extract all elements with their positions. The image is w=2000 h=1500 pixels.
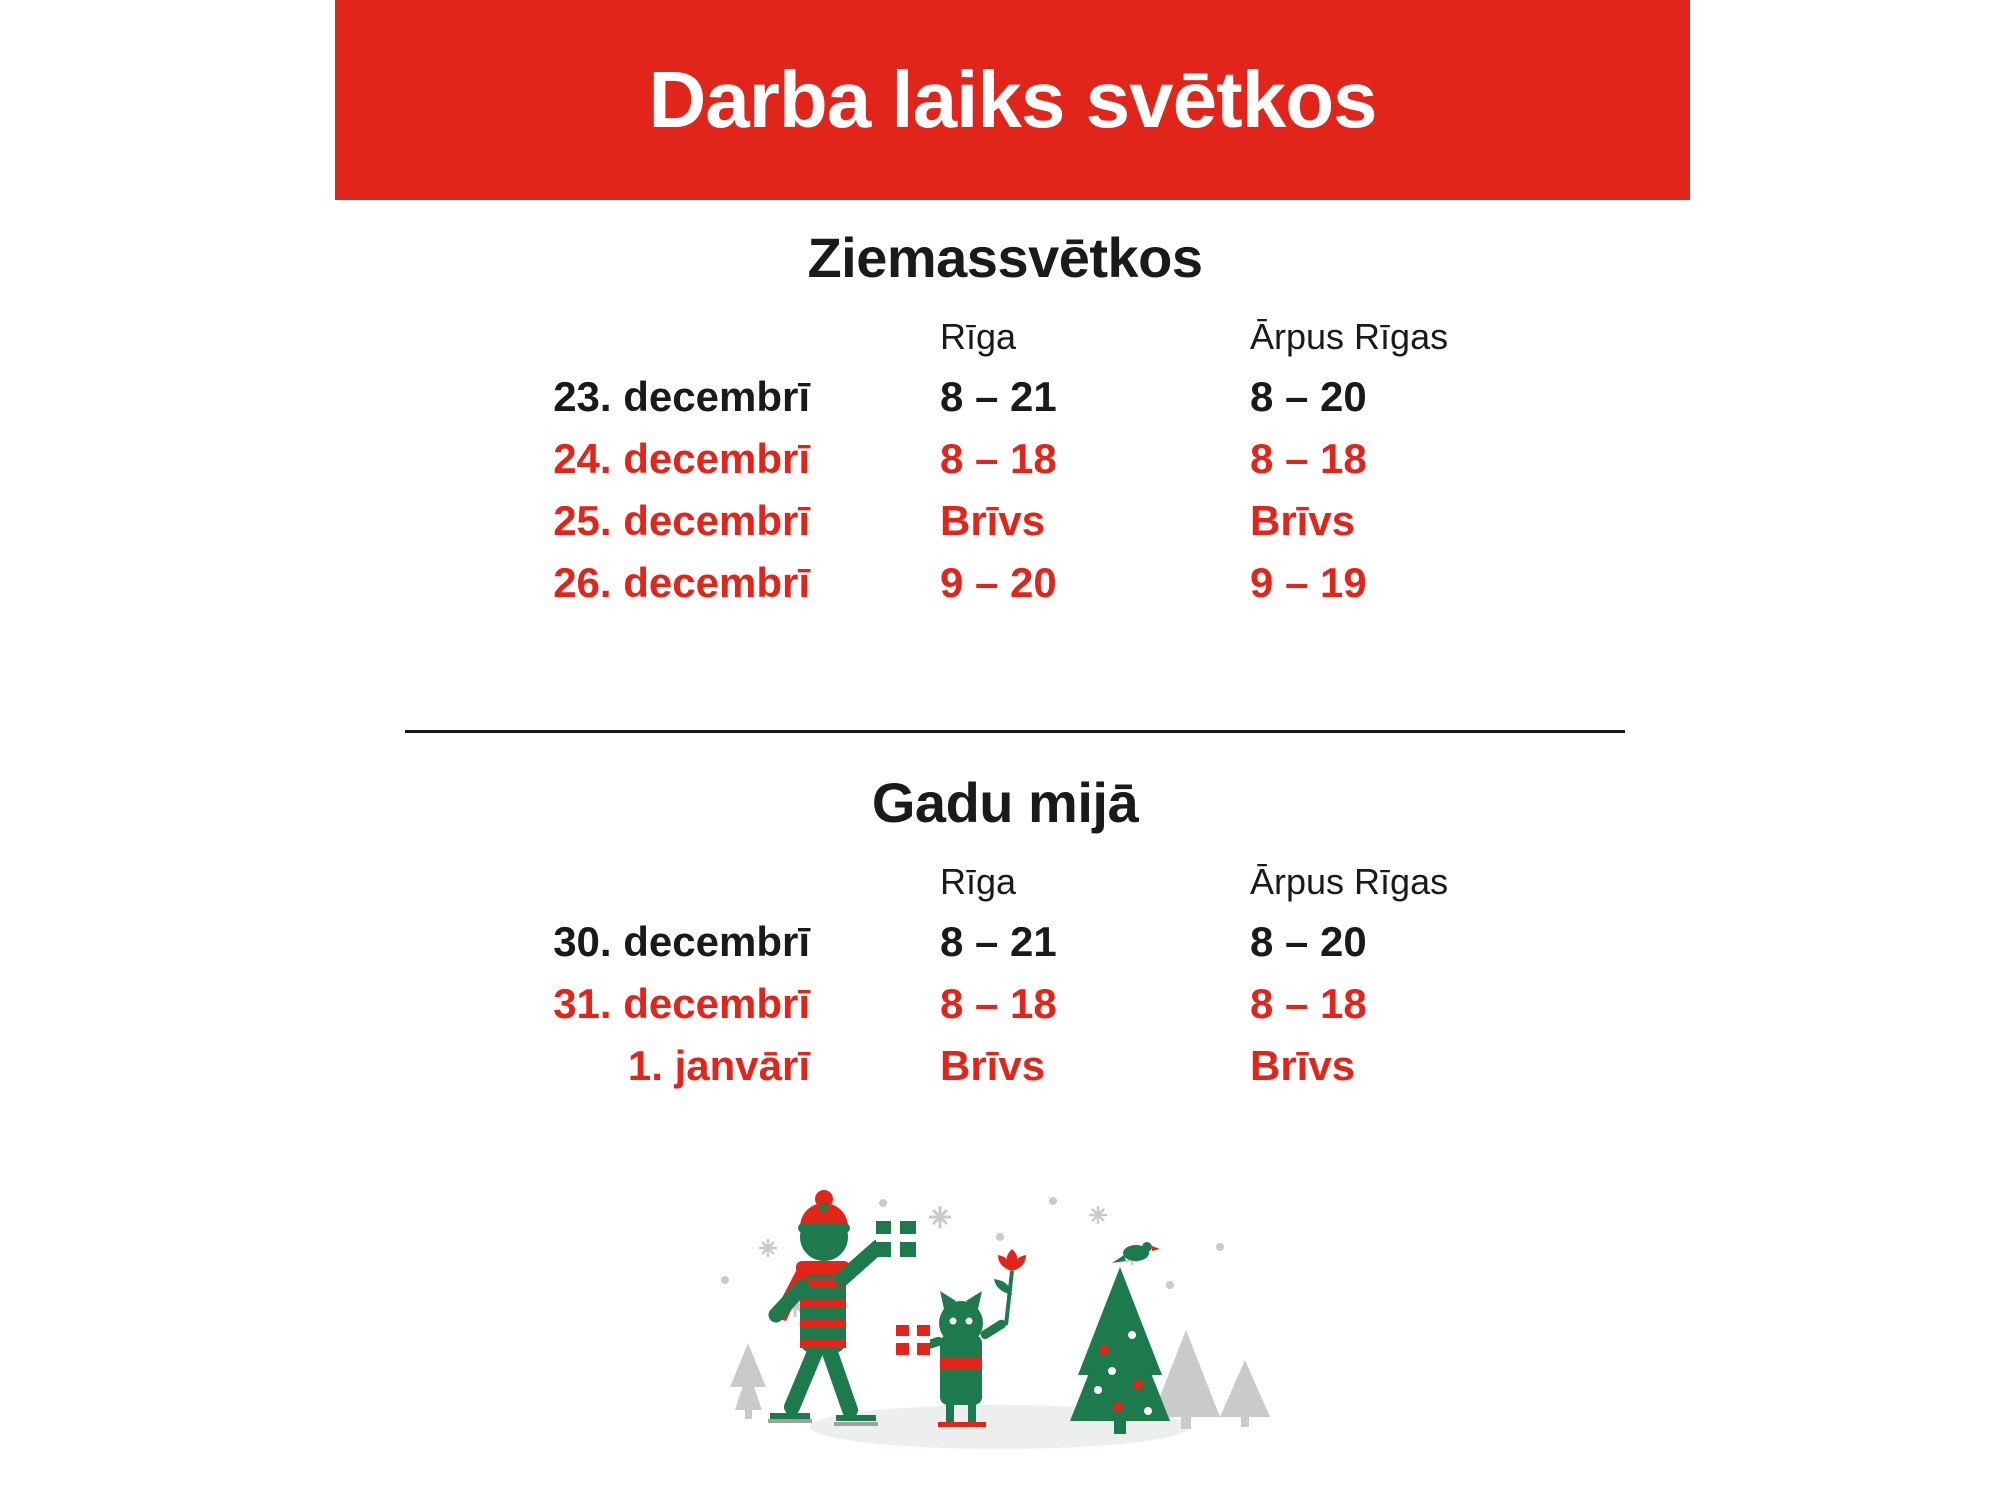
row-day-label: 1. janvārī <box>627 1042 810 1089</box>
fir-tree-grey-left-icon <box>730 1343 766 1419</box>
bird-icon <box>1112 1242 1160 1263</box>
table-header-row <box>380 316 1620 366</box>
section-christmas <box>0 225 2000 614</box>
page-title: Darba laiks svētkos <box>648 55 1377 144</box>
row-day-label: 23. decembrī <box>553 373 810 420</box>
table-row <box>380 911 1620 973</box>
row-hours-riga: 8 – 21 <box>940 373 1057 420</box>
column-header-day <box>380 861 940 911</box>
flower-icon <box>994 1249 1026 1325</box>
section-new-year <box>0 770 2000 1097</box>
table-row <box>380 428 1620 490</box>
table-row <box>380 552 1620 614</box>
row-hours-riga: 8 – 18 <box>940 980 1057 1027</box>
row-day-label: 26. decembrī <box>553 559 810 606</box>
row-hours-riga: 8 – 18 <box>940 435 1057 482</box>
table-row <box>380 490 1620 552</box>
table-row <box>380 366 1620 428</box>
row-hours-outside: 9 – 19 <box>1250 559 1367 606</box>
section-title-christmas: Ziemassvētkos <box>807 226 1203 289</box>
section-title-new-year: Gadu mijā <box>871 771 1139 834</box>
row-day-label: 30. decembrī <box>553 918 810 965</box>
schedule-table-christmas <box>380 316 1620 614</box>
header-banner <box>335 0 1690 200</box>
table-row <box>380 1035 1620 1097</box>
row-hours-outside: 8 – 18 <box>1250 980 1367 1027</box>
row-hours-outside: Brīvs <box>1250 1042 1356 1089</box>
christmas-tree-icon <box>1070 1267 1170 1434</box>
row-day-label: 31. decembrī <box>553 980 810 1027</box>
column-header-riga: Rīga <box>940 861 1017 902</box>
section-divider <box>405 730 1625 733</box>
table-header-row <box>380 861 1620 911</box>
hat-icon <box>798 1190 850 1233</box>
column-header-outside-riga: Ārpus Rīgas <box>1250 316 1449 357</box>
fir-tree-grey-right-icon <box>1152 1330 1270 1429</box>
column-header-riga: Rīga <box>940 316 1017 357</box>
cat-character-icon <box>896 1249 1026 1427</box>
row-hours-riga: 9 – 20 <box>940 559 1057 606</box>
table-row <box>380 973 1620 1035</box>
row-hours-riga: Brīvs <box>940 1042 1046 1089</box>
row-hours-riga: 8 – 21 <box>940 918 1057 965</box>
row-day-label: 24. decembrī <box>553 435 810 482</box>
column-header-outside-riga: Ārpus Rīgas <box>1250 861 1449 902</box>
row-day-label: 25. decembrī <box>553 497 810 544</box>
row-hours-outside: 8 – 20 <box>1250 373 1367 420</box>
ice-skater-character-icon <box>768 1190 916 1424</box>
schedule-table-new-year <box>380 861 1620 1097</box>
row-hours-outside: 8 – 18 <box>1250 435 1367 482</box>
column-header-day <box>380 316 940 366</box>
row-hours-outside: 8 – 20 <box>1250 918 1367 965</box>
gift-box-icon <box>876 1221 916 1257</box>
row-hours-outside: Brīvs <box>1250 497 1356 544</box>
gift-box-icon <box>896 1325 930 1355</box>
winter-holiday-illustration <box>700 1175 1300 1455</box>
row-hours-riga: Brīvs <box>940 497 1046 544</box>
